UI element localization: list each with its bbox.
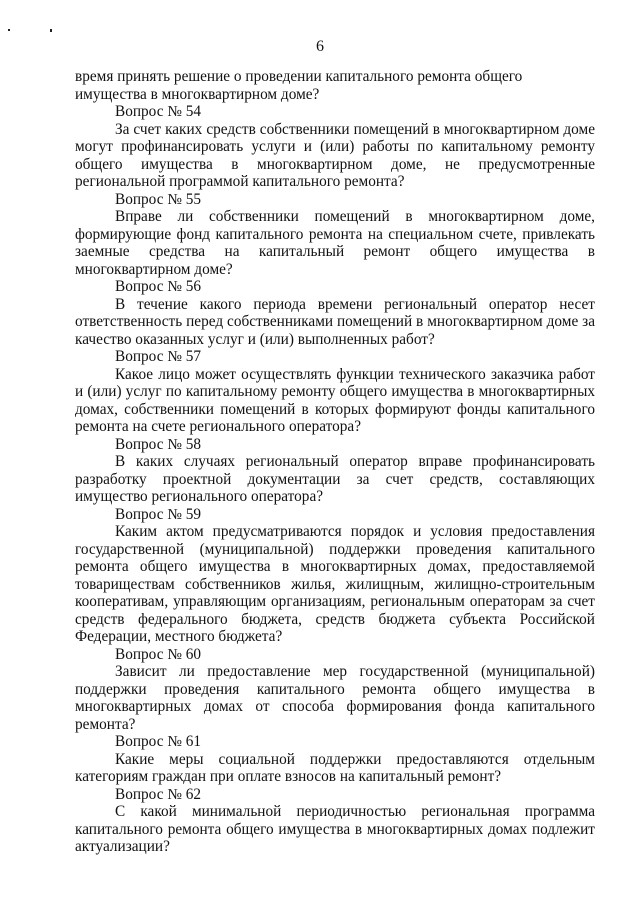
question-text: Зависит ли предоставление мер государственной (муниципальной) поддержки проведения капитального ремонта общего имущества в многоквартирных домах от способа формирования фонда капитального ремонта? <box>75 663 595 733</box>
scan-speck <box>50 29 52 32</box>
question-text: С какой минимальной периодичностью региональная программа капитального ремонта общего имущества в многоквартирных домах подлежит актуализации? <box>75 803 595 855</box>
question-text: В течение какого периода времени региональный оператор несет ответственность перед собственниками помещений в многоквартирном доме за качество оказанных услуг и (или) выполненных работ? <box>75 295 595 348</box>
question-label: Вопрос № 60 <box>115 645 202 663</box>
question-label: Вопрос № 59 <box>115 505 202 523</box>
question-text: Какие меры социальной поддержки предоставляются отдельным категориям граждан при оплате взносов на капитальный ремонт? <box>75 750 595 785</box>
question-label: Вопрос № 57 <box>115 348 202 365</box>
scan-speck <box>8 29 10 31</box>
question-text: За счет каких средств собственники помещений в многоквартирном доме могут профинансировать услуги и (или) работы по капитальному ремонту общего имущества в многоквартирном доме, не предусмотренные региональной программой капитального ремонта? <box>75 120 595 190</box>
question-text: Какое лицо может осуществлять функции технического заказчика работ и (или) услуг по капитальному ремонту общего имущества в многоквартирных домах, собственники помещений в которых формируют фонды капитального ремонта на счете регионального оператора? <box>75 365 595 435</box>
question-label: Вопрос № 62 <box>115 785 202 803</box>
document-body <box>75 68 595 856</box>
question-text: Вправе ли собственники помещений в многоквартирном доме, формирующие фонд капитального ремонта на специальном счете, привлекать заемные средства на капитальный ремонт общего имущества в многоквартирном доме? <box>75 208 595 278</box>
intro-paragraph: время принять решение о проведении капитального ремонта общего имущества в многоквартирном доме? <box>75 68 523 103</box>
question-label: Вопрос № 55 <box>115 190 202 208</box>
page-number: 6 <box>316 38 324 55</box>
question-label: Вопрос № 58 <box>115 435 202 453</box>
question-label: Вопрос № 61 <box>115 733 202 750</box>
question-text: В каких случаях региональный оператор вправе профинансировать разработку проектной документации за счет средств, составляющих имущество регионального оператора? <box>75 453 595 505</box>
question-text: Каким актом предусматриваются порядок и условия предоставления государственной (муниципальной) поддержки проведения капитального ремонта общего имущества в многоквартирных домах, предоставляемой товариществам собственников жилья, жилищным, жилищно-строительным кооперативам, управляющим организациям, региональным операторам за счет средств федерального бюджета, средств бюджета субъекта Российской Федерации, местного бюджета? <box>75 523 595 645</box>
question-label: Вопрос № 54 <box>115 103 202 120</box>
question-label: Вопрос № 56 <box>115 278 202 295</box>
